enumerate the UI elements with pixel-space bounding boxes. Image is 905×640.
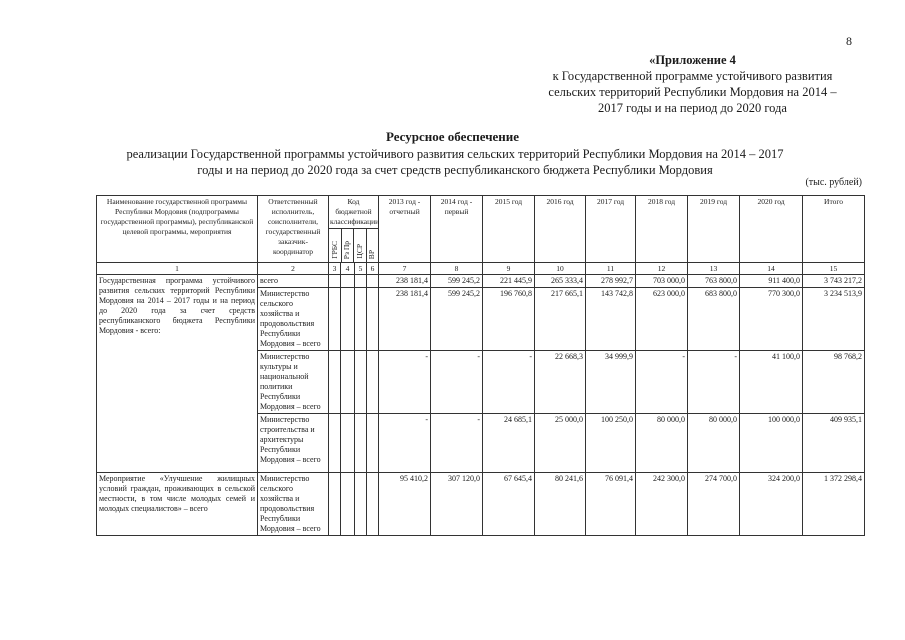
table-row [97,275,865,288]
appendix-title: «Приложение 4 [649,53,736,67]
col-num: 10 [535,263,586,275]
value-2019: 80 000,0 [688,414,740,473]
document-title: Ресурсное обеспечение [385,129,520,144]
value-2015: 24 685,1 [483,414,535,473]
value-2013: - [379,414,431,473]
programme-name: Государственная программа устойчивого развития сельских территорий Республики Мордовия на 2014 – 2017 годы и на период до 2020 года за счет средств республиканского бюджета Республики Мордовия - всего: [97,275,258,473]
col-num: 11 [586,263,636,275]
value-2014: - [431,351,483,414]
value-total: 409 935,1 [803,414,865,473]
value-2017: 143 742,8 [586,288,636,351]
subtitle-line-1: реализации Государственной программы устойчивого развития сельских территорий Республики Мордовия на 2014 – 2017 [126,147,784,161]
responsible: Министерство строительства и архитектуры Республики Мордовия – всего [258,414,329,473]
value-2020: 41 100,0 [740,351,803,414]
value-2015: 221 445,9 [483,275,535,288]
value-2015: - [483,351,535,414]
header-2015: 2015 год [483,196,535,263]
value-2017: 76 091,4 [586,473,636,536]
value-2017: 278 992,7 [586,275,636,288]
page-number: 8 [846,34,852,48]
value-2020: 770 300,0 [740,288,803,351]
header-total: Итого [803,196,865,263]
value-2017: 34 999,9 [586,351,636,414]
value-2016: 25 000,0 [535,414,586,473]
responsible: Министерство культуры и национальной политики Республики Мордовия – всего [258,351,329,414]
table-header-row [97,196,865,263]
col-num: 9 [483,263,535,275]
value-2016: 265 333,4 [535,275,586,288]
header-responsible: Ответственный исполнитель, соисполнители, государственный заказчик-координатор [258,196,329,263]
value-2014: 307 120,0 [431,473,483,536]
header-code-grbs: ГРБС [329,241,339,259]
value-2013: 238 181,4 [379,275,431,288]
col-num: 12 [636,263,688,275]
header-2016: 2016 год [535,196,586,263]
col-num: 1 [97,263,258,275]
responsible: всего [258,275,329,288]
value-total: 1 372 298,4 [803,473,865,536]
value-2019: - [688,351,740,414]
subtitle-line-2: годы и на период до 2020 года за счет средств республиканского бюджета Республики Мордовия [197,163,713,177]
col-num: 5 [355,263,367,275]
table-row [97,473,865,536]
header-budget-code [329,196,379,263]
value-2020: 324 200,0 [740,473,803,536]
header-2018: 2018 год [636,196,688,263]
value-2015: 67 645,4 [483,473,535,536]
value-2016: 80 241,6 [535,473,586,536]
value-2013: - [379,351,431,414]
col-num: 13 [688,263,740,275]
measure-name: Мероприятие «Улучшение жилищных условий граждан, проживающих в сельской местности, в том числе молодых семей и молодых специалистов» – всего [97,473,258,536]
value-2019: 274 700,0 [688,473,740,536]
header-name: Наименование государственной программы Республики Мордовия (подпрограммы государственной программы), республиканской целевой программы, мероприятия [97,196,258,263]
header-2020: 2020 год [740,196,803,263]
value-2013: 95 410,2 [379,473,431,536]
appendix-line-2: сельских территорий Республики Мордовия на 2014 – [548,85,837,99]
units-label: (тыс. рублей) [805,177,862,188]
header-2017: 2017 год [586,196,636,263]
value-2018: - [636,351,688,414]
value-total: 98 768,2 [803,351,865,414]
col-num: 7 [379,263,431,275]
value-2016: 22 668,3 [535,351,586,414]
value-total: 3 234 513,9 [803,288,865,351]
document-subtitle [60,146,850,178]
value-2014: 599 245,2 [431,288,483,351]
header-2014: 2014 год - первый [431,196,483,263]
header-code-title: Код бюджетной классификации [329,196,378,229]
col-num: 2 [258,263,329,275]
col-num: 8 [431,263,483,275]
responsible: Министерство сельского хозяйства и продовольствия Республики Мордовия – всего [258,288,329,351]
value-2020: 911 400,0 [740,275,803,288]
header-code-vr: ВР [367,249,377,259]
appendix-block [520,52,865,116]
value-2016: 217 665,1 [535,288,586,351]
col-num: 4 [341,263,355,275]
value-2017: 100 250,0 [586,414,636,473]
col-num: 3 [329,263,341,275]
header-2019: 2019 год [688,196,740,263]
responsible: Министерство сельского хозяйства и продовольствия Республики Мордовия – всего [258,473,329,536]
value-total: 3 743 217,2 [803,275,865,288]
col-num: 14 [740,263,803,275]
column-number-row [97,263,865,275]
value-2018: 703 000,0 [636,275,688,288]
header-code-rzpr: Рз Пр [342,240,352,259]
value-2020: 100 000,0 [740,414,803,473]
col-num: 15 [803,263,865,275]
value-2018: 623 000,0 [636,288,688,351]
value-2018: 80 000,0 [636,414,688,473]
value-2019: 683 800,0 [688,288,740,351]
value-2019: 763 800,0 [688,275,740,288]
resource-table [96,195,865,536]
header-2013: 2013 год - отчетный [379,196,431,263]
appendix-line-1: к Государственной программе устойчивого развития [552,69,833,83]
value-2014: 599 245,2 [431,275,483,288]
col-num: 6 [367,263,379,275]
value-2014: - [431,414,483,473]
appendix-line-3: 2017 годы и на период до 2020 года [598,101,787,115]
value-2015: 196 760,8 [483,288,535,351]
header-code-csr: ЦСР [354,244,364,259]
value-2013: 238 181,4 [379,288,431,351]
value-2018: 242 300,0 [636,473,688,536]
